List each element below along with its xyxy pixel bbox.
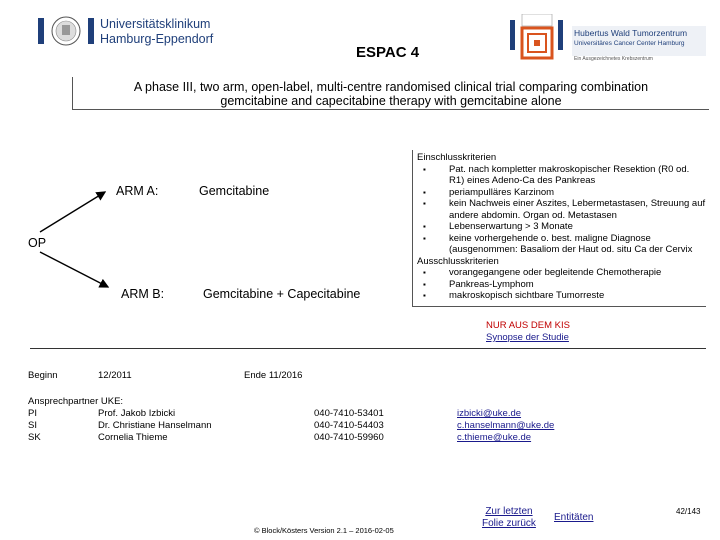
inclusion-list — [417, 164, 706, 256]
entities-link[interactable]: Entitäten — [554, 512, 594, 523]
htz-logo — [508, 14, 708, 64]
exclusion-title: Ausschlusskriterien — [417, 255, 499, 267]
contact-email[interactable]: c.thieme@uke.de — [457, 432, 532, 443]
exclusion-list — [417, 267, 706, 302]
inclusion-item: ▪ periampulläres Karzinom — [417, 187, 706, 199]
contact-role: SK — [28, 432, 41, 443]
contact-email[interactable]: izbicki@uke.de — [457, 408, 522, 419]
back-link-line1[interactable]: Zur letzten — [485, 506, 533, 517]
arm-b-arrow — [40, 252, 108, 287]
arm-b-therapy: Gemcitabine + Capecitabine — [203, 287, 361, 301]
uke-seal-icon — [36, 14, 96, 50]
inclusion-item: ▪ keine vorhergehende o. best. maligne Diagnose (ausgenommen: Basaliom der Haut od. situ Ca der Cervix — [417, 233, 706, 256]
arm-a-label: ARM A: — [116, 184, 159, 198]
arm-a-arrow — [40, 192, 105, 232]
exclusion-item: ▪ vorangegangene oder begleitende Chemotherapie — [417, 267, 706, 279]
arm-a-therapy: Gemcitabine — [199, 184, 270, 198]
htz-logo-line1: Hubertus Wald Tumorzentrum — [574, 28, 688, 38]
divider — [30, 348, 706, 349]
page-number: 42/143 — [676, 507, 701, 516]
back-link-line2[interactable]: Folie zurück — [482, 518, 536, 529]
contact-phone: 040-7410-54403 — [314, 420, 384, 431]
copyright: © Block/Kösters Version 2.1 – 2016-02-05 — [254, 526, 394, 535]
contact-phone: 040-7410-59960 — [314, 432, 384, 443]
kis-notice: NUR AUS DEM KIS — [486, 320, 570, 331]
uke-logo-line2: Hamburg-Eppendorf — [100, 32, 214, 46]
op-label: OP — [28, 236, 47, 250]
start-label: Beginn — [28, 370, 58, 381]
study-description-line1: A phase III, two arm, open-label, multi-centre randomised clinical trial comparing combination — [133, 80, 649, 94]
htz-logo-sub: Ein Ausgezeichnetes Krebszentrum — [574, 56, 653, 62]
contact-role: SI — [28, 420, 37, 431]
exclusion-item: ▪ Pankreas-Lymphom — [417, 279, 706, 291]
back-link[interactable] — [482, 506, 536, 530]
inclusion-title: Einschlusskriterien — [417, 152, 497, 163]
contact-name: Dr. Christiane Hanselmann — [98, 420, 212, 431]
htz-emblem-icon — [508, 14, 568, 60]
end-value: Ende 11/2016 — [244, 370, 303, 381]
slide-title: ESPAC 4 — [356, 44, 420, 61]
uke-logo-line1: Universitätsklinikum — [100, 17, 211, 31]
contacts-title: Ansprechpartner UKE: — [28, 396, 124, 407]
contact-name: Prof. Jakob Izbicki — [98, 408, 176, 419]
criteria-box — [412, 150, 706, 307]
contact-phone: 040-7410-53401 — [314, 408, 384, 419]
exclusion-item: ▪ makroskopisch sichtbare Tumorreste — [417, 290, 706, 302]
inclusion-item: ▪ Lebenserwartung > 3 Monate — [417, 221, 706, 233]
synopsis-link[interactable]: Synopse der Studie — [486, 332, 569, 343]
inclusion-item: ▪ Pat. nach kompletter makroskopischer Resektion (R0 od. R1) eines Adeno-Ca des Pankreas — [417, 164, 706, 187]
study-description-line2: gemcitabine and capecitabine therapy with gemcitabine alone — [220, 94, 562, 108]
arm-b-label: ARM B: — [121, 287, 165, 301]
contact-role: PI — [28, 408, 37, 419]
study-description — [72, 77, 709, 110]
uke-logo — [36, 14, 214, 50]
contact-name: Cornelia Thieme — [98, 432, 168, 443]
htz-logo-line2: Universitäres Cancer Center Hamburg — [574, 40, 685, 47]
contact-email[interactable]: c.hanselmann@uke.de — [457, 420, 555, 431]
start-value: 12/2011 — [98, 370, 132, 381]
inclusion-item: ▪ kein Nachweis einer Aszites, Lebermetastasen, Streuung auf andere abdomin. Organ od. Metastasen — [417, 198, 706, 221]
